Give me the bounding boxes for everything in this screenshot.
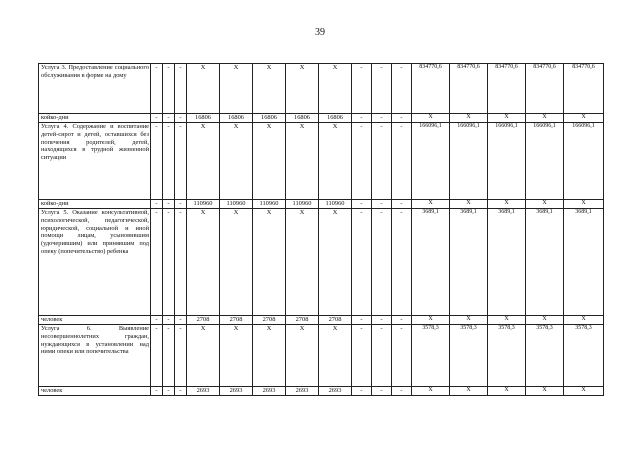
table-cell: X [526,200,564,209]
table-cell: X [450,316,488,325]
table-cell: X [564,387,604,396]
page-number: 39 [315,27,325,38]
table-cell: 110960 [220,200,253,209]
table-cell: - [392,64,412,114]
table-cell: 834770,6 [564,64,604,114]
table-cell: - [151,387,163,396]
table-cell: - [392,325,412,387]
table-cell: X [286,209,319,316]
table-cell: X [253,123,286,200]
table-cell: 3689,1 [488,209,526,316]
table-cell: 2693 [253,387,286,396]
table-cell: 3578,3 [488,325,526,387]
table-cell: 2693 [187,387,220,396]
table-cell: X [220,325,253,387]
service-name-cell: Услуга 5. Оказание консультативной, психологической, педагогической, юридической, социальной и иной помощи лицам, усыновившим (удочерившим) или принявшим под опеку (попечительство) ребенка [39,209,151,316]
table-cell: - [151,64,163,114]
table-cell: 3689,1 [564,209,604,316]
table-cell: X [220,123,253,200]
table-cell: - [151,316,163,325]
table-cell: - [352,325,372,387]
table-cell: - [352,114,372,123]
table-cell: X [220,209,253,316]
table-cell: X [319,64,352,114]
unit-row [39,387,604,396]
table-cell: - [372,316,392,325]
table-cell: - [372,387,392,396]
table-cell: - [352,316,372,325]
table-cell: 110960 [286,200,319,209]
table-cell: X [187,325,220,387]
table-cell: 2693 [286,387,319,396]
table-cell: - [151,209,163,316]
unit-name-cell: койко-дни [39,114,151,123]
table-cell: X [564,114,604,123]
table-body [39,64,604,396]
table-cell: X [220,64,253,114]
table-cell: - [372,123,392,200]
table-cell: 16806 [187,114,220,123]
table-cell: 166096,1 [412,123,450,200]
service-row [39,64,604,114]
table-cell: - [163,123,175,200]
table-cell: - [372,325,392,387]
table-cell: X [253,325,286,387]
table-cell: X [319,123,352,200]
table-cell: X [286,325,319,387]
table-cell: - [151,123,163,200]
table-cell: - [163,209,175,316]
table-cell: 16806 [220,114,253,123]
table-cell: 166096,1 [564,123,604,200]
table-cell: - [151,325,163,387]
table-cell: - [392,123,412,200]
service-name-cell: Услуга 3. Предоставление социального обслуживания в форме на дому [39,64,151,114]
table-cell: 3578,3 [450,325,488,387]
table-cell: - [151,114,163,123]
table-cell: - [163,64,175,114]
table-cell: 2693 [220,387,253,396]
table-cell: 2708 [253,316,286,325]
table-cell: X [526,114,564,123]
unit-name-cell: человек [39,387,151,396]
table-cell: - [175,209,187,316]
table-cell: X [286,123,319,200]
table-cell: 2708 [286,316,319,325]
service-name-cell: Услуга 4. Содержание и воспитание детей-сирот и детей, оставшихся без попечения родителей, детей, находящихся в трудной жизненной ситуации [39,123,151,200]
table-cell: X [253,209,286,316]
service-row [39,209,604,316]
table-cell: 834770,6 [488,64,526,114]
table-cell: - [163,316,175,325]
table-cell: - [175,64,187,114]
table-cell: X [488,200,526,209]
table-cell: 16806 [319,114,352,123]
table-cell: - [151,200,163,209]
table-cell: 834770,6 [526,64,564,114]
table-cell: 2693 [319,387,352,396]
table-cell: X [412,316,450,325]
table-cell: 3578,3 [564,325,604,387]
table-cell: X [319,325,352,387]
table-cell: 3578,3 [412,325,450,387]
service-name-cell: Услуга 6. Выявление несовершеннолетних граждан, нуждающихся в установлении над ними опеки или попечительства [39,325,151,387]
service-row [39,325,604,387]
table-cell: - [372,200,392,209]
table-cell: - [352,64,372,114]
table-cell: 834770,6 [412,64,450,114]
table-cell: - [163,200,175,209]
unit-name-cell: койко-дни [39,200,151,209]
table-cell: 2708 [220,316,253,325]
table-cell: 16806 [286,114,319,123]
table-cell: - [352,123,372,200]
table-cell: X [450,114,488,123]
table-cell: X [319,209,352,316]
table-cell: - [175,316,187,325]
table-cell: X [564,200,604,209]
table-cell: - [352,200,372,209]
table-cell: - [392,114,412,123]
table-cell: 3689,1 [526,209,564,316]
table-cell: X [526,316,564,325]
service-row [39,123,604,200]
table-cell: 16806 [253,114,286,123]
table-cell: X [488,387,526,396]
table-cell: - [175,123,187,200]
table-cell: - [175,200,187,209]
table-cell: 110960 [253,200,286,209]
table-cell: X [450,200,488,209]
table-cell: X [488,114,526,123]
table-cell: X [412,114,450,123]
table-cell: X [187,209,220,316]
table-cell: - [372,209,392,316]
table-cell: 3578,3 [526,325,564,387]
table-cell: - [352,387,372,396]
table-cell: - [352,209,372,316]
table-cell: 2708 [319,316,352,325]
services-table [38,63,604,396]
table-cell: - [372,114,392,123]
table-cell: - [392,316,412,325]
table-cell: 166096,1 [526,123,564,200]
table-cell: - [175,387,187,396]
table-cell: 166096,1 [488,123,526,200]
unit-row [39,114,604,123]
table-cell: X [253,64,286,114]
table-cell: - [175,114,187,123]
table-cell: - [392,209,412,316]
unit-row [39,200,604,209]
table-cell: - [392,200,412,209]
table-cell: X [286,64,319,114]
table-cell: X [450,387,488,396]
table-cell: X [488,316,526,325]
table-cell: 110960 [187,200,220,209]
table-cell: 166096,1 [450,123,488,200]
table-cell: X [526,387,564,396]
table-cell: - [163,387,175,396]
table-cell: X [187,123,220,200]
unit-row [39,316,604,325]
table-cell: 110960 [319,200,352,209]
unit-name-cell: человек [39,316,151,325]
table-cell: 3689,1 [450,209,488,316]
table-cell: 2708 [187,316,220,325]
table-cell: - [175,325,187,387]
table-cell: - [392,387,412,396]
table-cell: X [187,64,220,114]
table-cell: X [412,200,450,209]
table-cell: X [412,387,450,396]
table-cell: - [372,64,392,114]
table-cell: X [564,316,604,325]
table-cell: 834770,6 [450,64,488,114]
table-cell: - [163,325,175,387]
table-cell: 3689,1 [412,209,450,316]
table-cell: - [163,114,175,123]
